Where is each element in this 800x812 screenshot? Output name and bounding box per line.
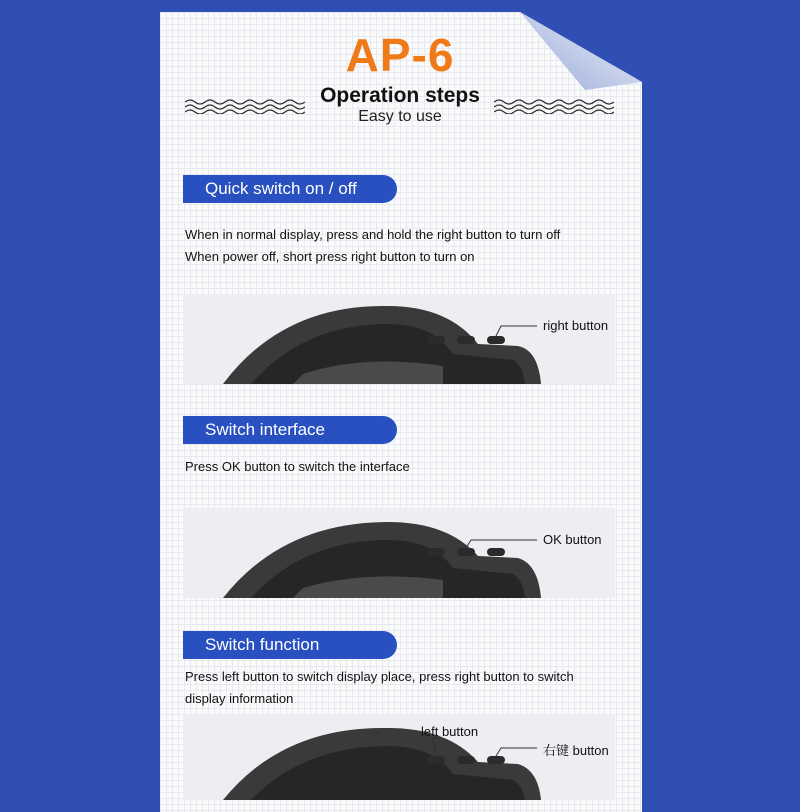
description-line: When in normal display, press and hold the right button to turn off (185, 227, 561, 242)
device-photo-power (183, 294, 615, 384)
device-photo-function (183, 714, 615, 800)
section-description (185, 224, 615, 268)
ok-button-label: OK button (543, 532, 602, 547)
right-button-label: 右键 button (543, 743, 609, 758)
section-description (185, 456, 615, 478)
section-description (185, 666, 615, 710)
right-button-label: right button (543, 318, 609, 333)
description-line: display information (185, 691, 294, 706)
description-line: When power off, short press right button to turn on (185, 249, 475, 264)
page-tagline: Easy to use (358, 108, 442, 125)
device-photo-interface (183, 508, 615, 598)
left-button-label: left button (421, 724, 479, 739)
section-heading-switch-function: Switch function (183, 631, 397, 659)
page-subtitle: Operation steps (320, 84, 480, 107)
section-heading-switch-interface: Switch interface (183, 416, 397, 444)
section-heading-quick-switch: Quick switch on / off (183, 175, 397, 203)
description-line: Press left button to switch display place, press right button to switch (185, 669, 574, 684)
product-title: AP-6 (345, 29, 455, 81)
description-line: Press OK button to switch the interface (185, 459, 410, 474)
